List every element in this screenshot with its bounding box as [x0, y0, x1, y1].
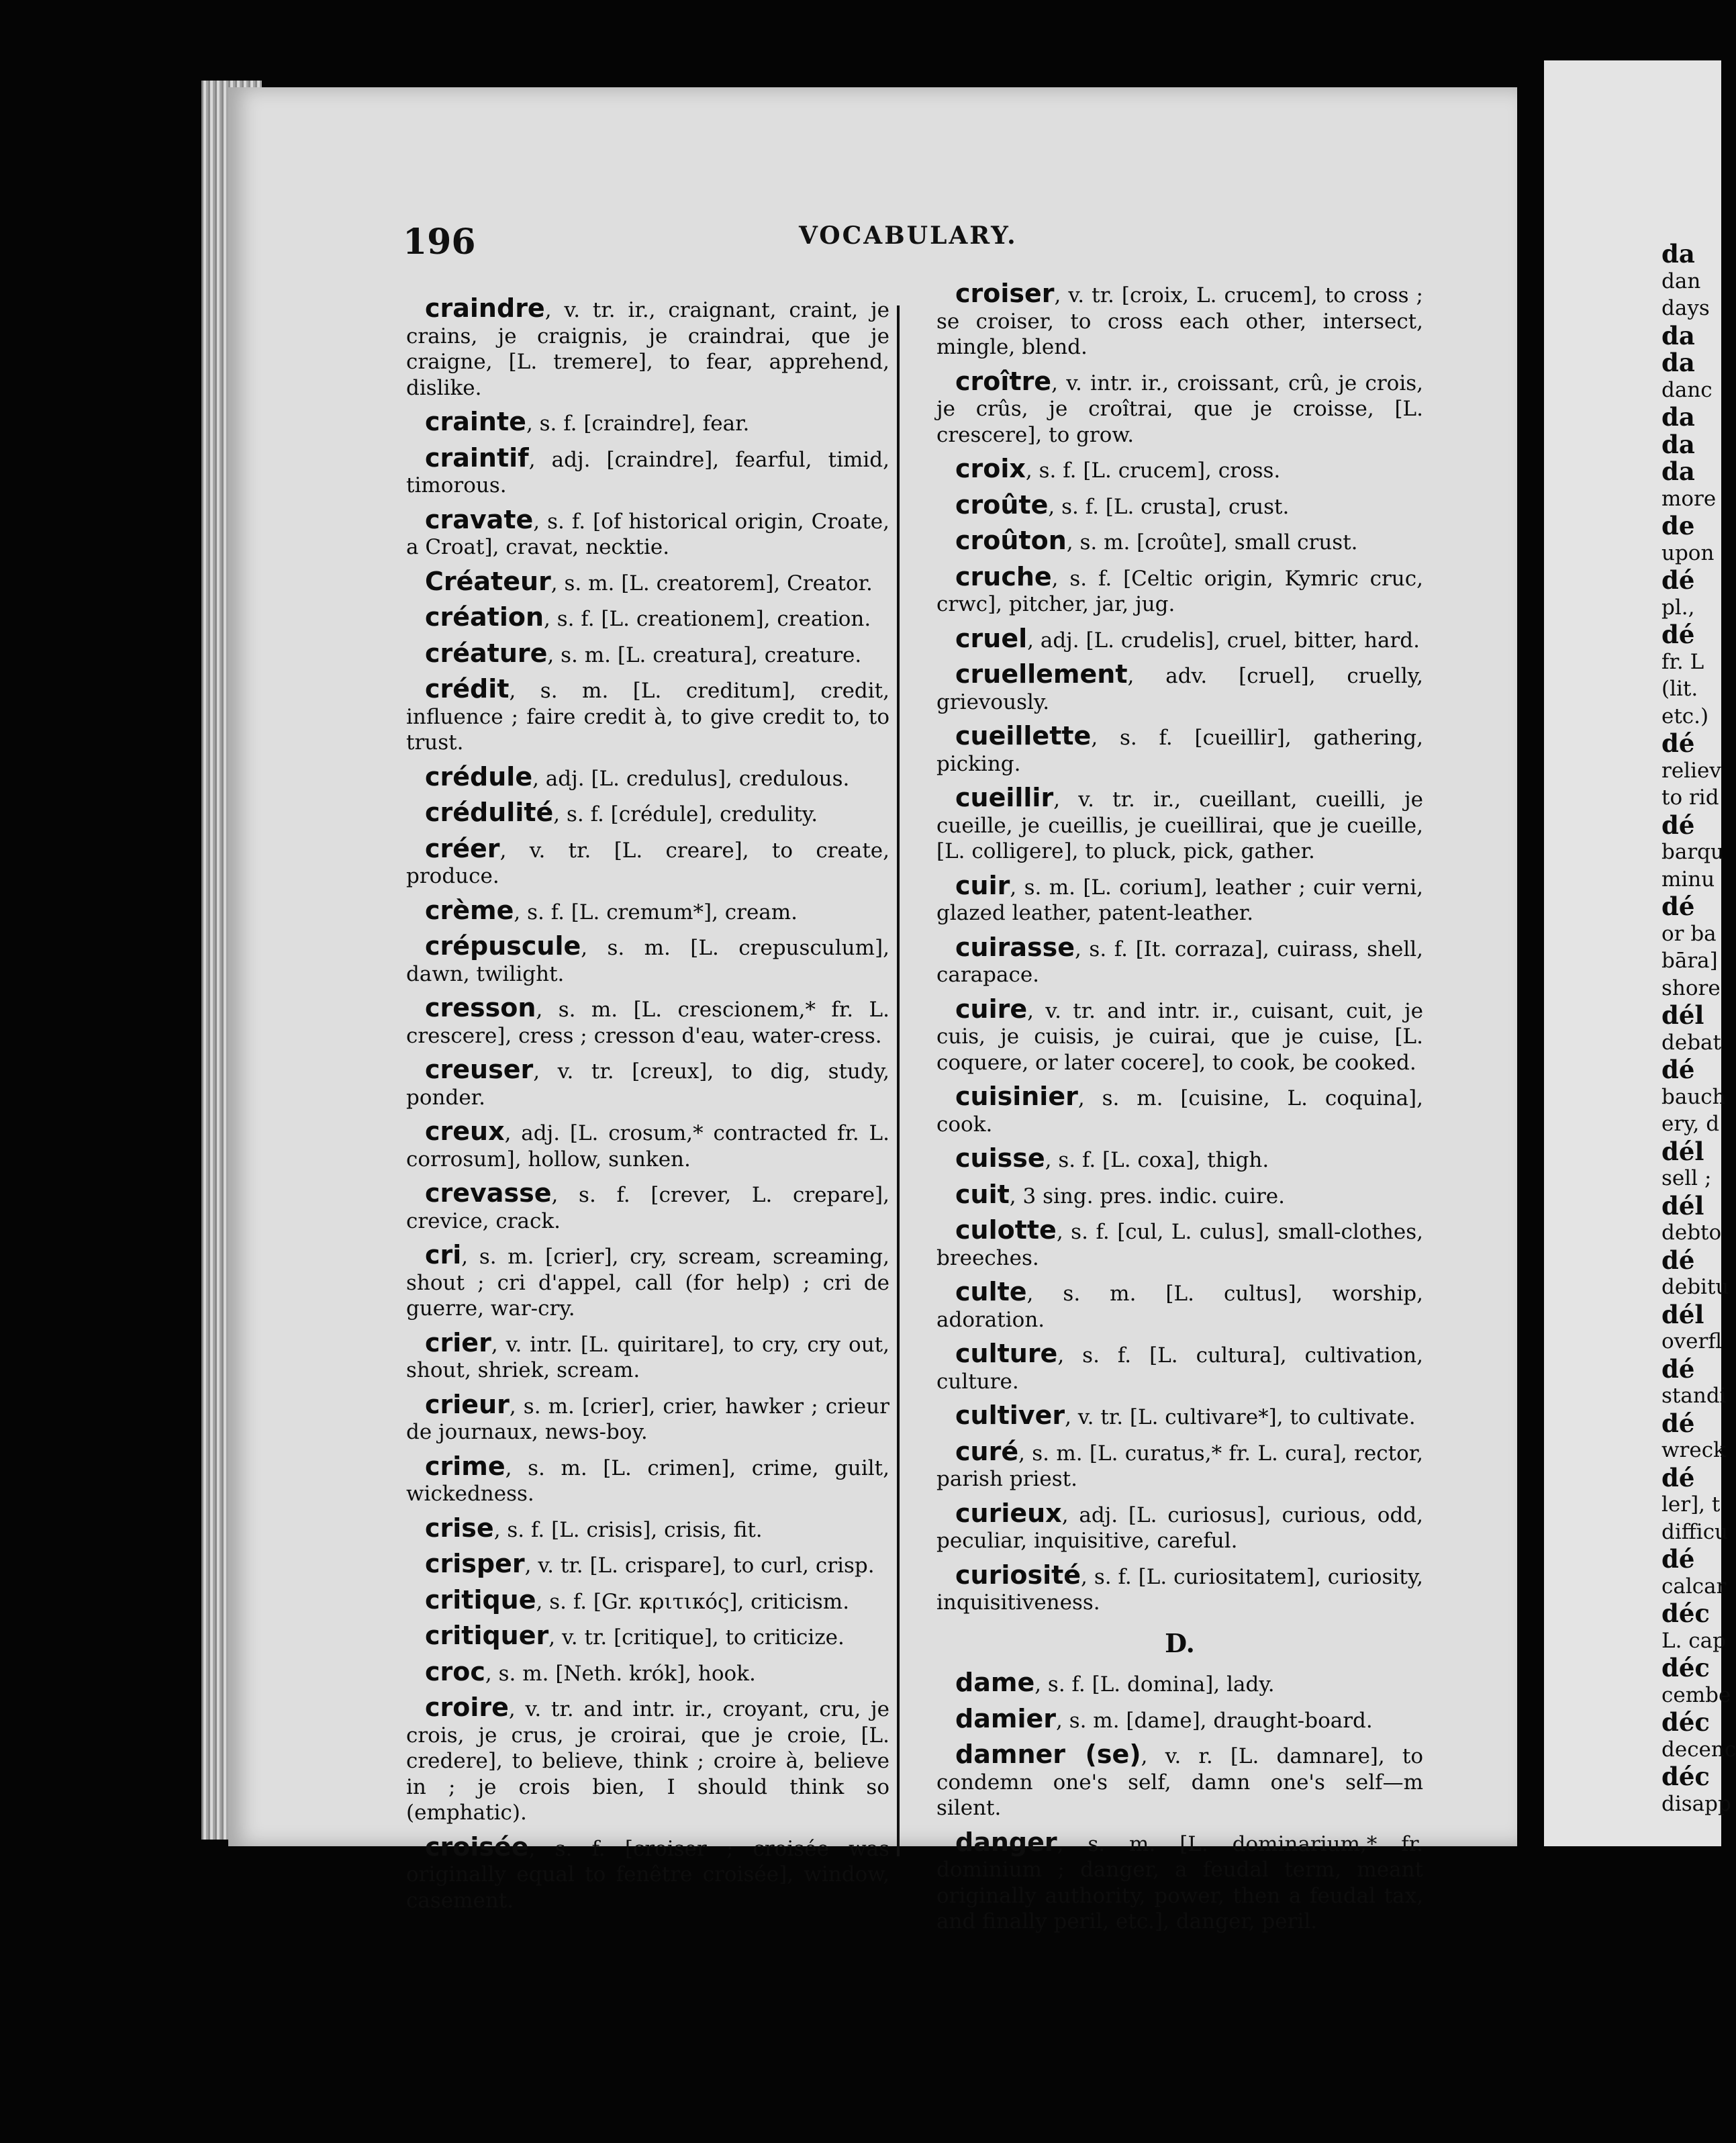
dictionary-entry: [406, 604, 889, 632]
facing-page-fragment: debat: [1661, 1030, 1721, 1055]
entry-definition: , s. m. [dame], draught-board.: [1055, 1708, 1373, 1733]
facing-page-fragment: etc.): [1661, 704, 1709, 728]
facing-page-fragment: fr. L: [1661, 649, 1704, 674]
entry-definition: , s. f. [L. creationem], creation.: [544, 607, 871, 631]
entry-headword: creuser: [425, 1055, 534, 1084]
dictionary-entry: [936, 1562, 1423, 1616]
entry-definition: , s. f. [cul, L. culus], small-clothes, breeches.: [936, 1220, 1423, 1270]
facing-page-fragment: déc: [1661, 1599, 1710, 1628]
entry-definition: , v. r. [L. damnare], to condemn one's self, damn one's self—m silent.: [936, 1744, 1423, 1820]
entry-definition: , s. m. [L. crescionem,* fr. L. crescere], cress ; cresson d'eau, water-cress.: [406, 998, 889, 1048]
facing-page-fragment: dé: [1661, 892, 1695, 921]
section-letter: D.: [1165, 1627, 1195, 1658]
entry-headword: critique: [425, 1584, 536, 1615]
entry-headword: croiser: [955, 279, 1055, 308]
facing-page-fragment: cembe: [1661, 1682, 1731, 1707]
dictionary-entry: [936, 1670, 1423, 1698]
facing-page-fragment: standi: [1661, 1384, 1727, 1408]
entry-headword: curieux: [955, 1498, 1062, 1528]
page-number: 196: [403, 222, 476, 263]
facing-page-fragment: upon: [1661, 540, 1715, 565]
entry-definition: , s. m. [cuisine, L. coquina], cook.: [936, 1086, 1423, 1137]
dictionary-entry: [406, 442, 889, 499]
facing-page-fragment: da: [1661, 429, 1695, 459]
facing-page-fragment: debto: [1661, 1221, 1722, 1245]
entry-headword: damner (se): [955, 1740, 1141, 1769]
entry-headword: crise: [425, 1513, 494, 1543]
entry-headword: craindre: [425, 293, 545, 323]
entry-definition: , s. m. [L. creatura], creature.: [547, 642, 862, 667]
dictionary-entry: [406, 1551, 889, 1579]
entry-definition: , s. f. [L. coxa], thigh.: [1045, 1148, 1269, 1172]
entry-definition: , s. f. [L. crisis], crisis, fit.: [493, 1517, 763, 1542]
facing-page-fragment: sell ;: [1661, 1166, 1712, 1190]
entry-definition: , v. tr. ir., craignant, craint, je crains, je craignis, je craindrai, que je craigne, [L. tremere], to fear, apprehend, dislike.: [406, 298, 889, 400]
entry-headword: cri: [425, 1240, 462, 1270]
entry-headword: damier: [955, 1703, 1056, 1733]
entry-headword: cresson: [425, 993, 536, 1022]
entry-headword: cultiver: [955, 1400, 1065, 1430]
facing-page-fragment: dél: [1661, 1000, 1704, 1030]
entry-definition: , adj. [craindre], fearful, timid, timorous.: [406, 447, 889, 497]
facing-page-fragment: de: [1661, 511, 1695, 540]
entry-headword: cuisse: [955, 1143, 1045, 1173]
facing-page-fragment: dél: [1661, 1136, 1704, 1166]
facing-page-fragment: debitu: [1661, 1275, 1729, 1299]
dictionary-entry: [406, 833, 889, 890]
entry-headword: croc: [425, 1656, 485, 1686]
dictionary-entry: [406, 640, 889, 669]
facing-page-fragment: (lit.: [1661, 677, 1698, 701]
dictionary-entry: [936, 1279, 1423, 1333]
facing-page-fragment: dé: [1661, 728, 1695, 758]
entry-headword: craintif: [425, 442, 529, 473]
facing-page-fragment: da: [1661, 457, 1695, 486]
entry-headword: curé: [955, 1436, 1019, 1466]
entry-definition: , s. f. [L. crusta], crust.: [1048, 494, 1290, 519]
entry-headword: culotte: [955, 1215, 1057, 1245]
entry-headword: créature: [425, 638, 548, 668]
dictionary-entry: [936, 1217, 1423, 1271]
entry-headword: cueillir: [955, 783, 1054, 812]
entry-headword: curiosité: [955, 1560, 1081, 1590]
dictionary-entry: [406, 1515, 889, 1543]
entry-headword: crisper: [425, 1549, 525, 1578]
dictionary-entry: [406, 504, 889, 561]
entry-headword: cuisinier: [955, 1082, 1078, 1111]
entry-definition: , s. m. [L. cultus], worship, adoration.: [936, 1282, 1423, 1332]
entry-definition: , v. tr. ir., cueillant, cueilli, je cueille, je cueillis, je cueillirai, que je cueille, [L. colligere], to pluck, pick, gather.: [936, 788, 1423, 863]
facing-page-fragment: da: [1661, 239, 1695, 269]
entry-headword: crépuscule: [425, 931, 581, 961]
entry-headword: cuir: [955, 870, 1010, 900]
facing-page-fragment: pl.,: [1661, 595, 1695, 620]
entry-definition: , s. f. [Gr. κριτικός], criticism.: [536, 1589, 850, 1614]
entry-definition: , s. f. [L. cremum*], cream.: [514, 900, 798, 924]
entry-definition: , s. f. [croiser ; croisée was originally equal to fenêtre croisée], window, casement.: [406, 1836, 889, 1913]
entry-headword: croix: [955, 454, 1026, 483]
dictionary-entry: [936, 281, 1423, 361]
entry-definition: , v. tr. [L. creare], to create, produce.: [406, 838, 889, 888]
dictionary-entry: [406, 1831, 889, 1914]
dictionary-entry: [936, 366, 1423, 448]
facing-page-fragment: dé: [1661, 1245, 1695, 1275]
entry-headword: crainte: [425, 407, 526, 436]
facing-page-fragment: da: [1661, 402, 1695, 432]
facing-page-fragment: dél: [1661, 1190, 1704, 1221]
entry-headword: cruche: [955, 561, 1052, 591]
entry-definition: , s. f. [L. crucem], cross.: [1025, 459, 1281, 483]
dictionary-entry: [406, 933, 889, 987]
entry-headword: cueillette: [955, 721, 1092, 751]
entry-definition: , v. tr. and intr. ir., cuisant, cuit, je cuis, je cuisis, je cuirai, que je cuise, [L. coquere, or later cocere], to cook, be cooked.: [936, 998, 1423, 1075]
entry-definition: , s. m. [crier], cry, scream, screaming, shout ; cri d'appel, call (for help) ; cri de guerre, war-cry.: [406, 1245, 889, 1321]
dictionary-entry: [406, 1242, 889, 1322]
entry-headword: croître: [955, 366, 1052, 396]
facing-page-fragment: ler], t: [1661, 1492, 1721, 1517]
dictionary-entry: [936, 996, 1423, 1076]
entry-definition: , adv. [cruel], cruelly, grievously.: [936, 664, 1423, 714]
facing-page-fragment: barqu: [1661, 840, 1724, 864]
dictionary-entry: [936, 1402, 1423, 1431]
dictionary-entry: [936, 1703, 1423, 1734]
facing-page-fragment: dé: [1661, 1408, 1695, 1438]
dictionary-entry: [936, 661, 1423, 715]
facing-page-fragment: L. cap: [1661, 1628, 1726, 1653]
facing-page-fragment: days: [1661, 296, 1710, 320]
dictionary-entry: [406, 1118, 889, 1172]
facing-page-fragment: dél: [1661, 1299, 1704, 1329]
entry-headword: crédule: [425, 761, 533, 792]
running-head: VOCABULARY.: [799, 222, 1018, 250]
dictionary-entry: [936, 870, 1423, 926]
entry-headword: crédulité: [425, 798, 554, 827]
entry-definition: , v. tr. [creux], to dig, study, ponder.: [406, 1059, 889, 1110]
dictionary-entry: [406, 409, 889, 437]
entry-definition: , s. m. [L. curatus,* fr. L. cura], rector, parish priest.: [936, 1441, 1423, 1491]
dictionary-entry: [406, 1656, 889, 1687]
dictionary-entry: [936, 456, 1423, 484]
dictionary-entry: [406, 1057, 889, 1110]
dictionary-entry: [936, 1436, 1423, 1492]
entry-headword: croire: [425, 1693, 509, 1722]
entry-definition: , s. m. [Neth. krók], hook.: [485, 1661, 756, 1686]
entry-definition: , v. tr. [L. cultivare*], to cultivate.: [1065, 1405, 1416, 1429]
middle-column-c-entries: [936, 281, 1423, 1616]
entry-definition: , adj. [L. crudelis], cruel, bitter, hard.: [1027, 628, 1420, 653]
entry-definition: , v. tr. and intr. ir., croyant, cru, je crois, je crus, je croirai, que je croie, [L. credere], to believe, think ; croire à, believe in ; je crois bien, I should think so (emphatic).: [406, 1697, 889, 1825]
dictionary-entry: [936, 528, 1423, 556]
dictionary-entry: [406, 1180, 889, 1234]
entry-headword: cruellement: [955, 659, 1128, 689]
entry-headword: crème: [425, 895, 514, 925]
dictionary-entry: [406, 566, 889, 597]
entry-definition: , v. tr. [L. crispare], to curl, crisp.: [524, 1554, 875, 1578]
entry-headword: creux: [425, 1116, 505, 1146]
entry-definition: , v. tr. [croix, L. crucem], to cross ; se croiser, to cross each other, intersect, mingle, blend.: [936, 283, 1423, 359]
entry-definition: , s. m. [L. corium], leather ; cuir verni, glazed leather, patent-leather.: [936, 875, 1423, 925]
dictionary-entry: [406, 1584, 889, 1615]
dictionary-entry: [936, 1179, 1423, 1210]
facing-page-fragment: da: [1661, 320, 1695, 350]
dictionary-entry: [936, 723, 1423, 777]
entry-headword: cuirasse: [955, 932, 1075, 962]
entry-definition: , s. m. [crier], crier, hawker ; crieur de journaux, news-boy.: [406, 1394, 889, 1444]
facing-page-fragment: to rid: [1661, 785, 1719, 810]
dictionary-entry: [406, 895, 889, 926]
entry-headword: créer: [425, 833, 500, 863]
entry-headword: crier: [425, 1327, 491, 1358]
entry-definition: , s. f. [It. corraza], cuirass, shell, carapace.: [936, 937, 1423, 987]
entry-headword: culte: [955, 1277, 1027, 1306]
dictionary-entry: [406, 1623, 889, 1651]
column-divider: [897, 305, 900, 1856]
facing-page-column: [1661, 239, 1736, 1817]
entry-definition: , s. m. [L. crimen], crime, guilt, wickedness.: [406, 1456, 889, 1506]
facing-page-fragment: wreck: [1661, 1438, 1726, 1462]
dictionary-entry: [406, 800, 889, 828]
dictionary-entry: [936, 1341, 1423, 1394]
entry-headword: cuire: [955, 994, 1028, 1024]
dictionary-entry: [406, 1451, 889, 1507]
facing-page-fragment: ery, d: [1661, 1112, 1720, 1136]
entry-headword: culture: [955, 1339, 1058, 1368]
entry-definition: , s. f. [L. curiositatem], curiosity, inquisitiveness.: [936, 1564, 1423, 1615]
entry-headword: croûte: [955, 489, 1049, 520]
facing-page-fragment: déc: [1661, 1762, 1710, 1791]
entry-definition: , s. f. [crédule], credulity.: [553, 802, 818, 826]
entry-headword: croûton: [955, 526, 1067, 555]
middle-column-d-entries: [936, 1670, 1423, 1935]
facing-page-fragment: overfl: [1661, 1329, 1723, 1353]
dictionary-entry: [406, 676, 889, 756]
entry-definition: , s. f. [L. domina], lady.: [1034, 1672, 1275, 1697]
facing-page-fragment: dan: [1661, 269, 1701, 293]
dictionary-entry: [406, 995, 889, 1049]
dictionary-entry: [936, 1145, 1423, 1174]
facing-page-fragment: difficu: [1661, 1519, 1729, 1544]
dictionary-entry: [406, 1695, 889, 1826]
entry-headword: cravate: [425, 504, 534, 534]
dictionary-entry: [936, 932, 1423, 988]
entry-definition: , adj. [L. curiosus], curious, odd, peculiar, inquisitive, careful.: [936, 1503, 1423, 1553]
facing-page-fragment: dé: [1661, 1544, 1695, 1574]
entry-headword: crieur: [425, 1389, 510, 1419]
entry-headword: danger: [955, 1827, 1057, 1857]
facing-page-fragment: shore: [1661, 975, 1721, 1000]
facing-page-fragment: minu: [1661, 867, 1715, 892]
dictionary-entry: [936, 623, 1423, 654]
entry-definition: , s. f. [cueillir], gathering, picking.: [936, 726, 1423, 776]
entry-definition: , v. intr. ir., croissant, crû, je crois, je crûs, je croîtrai, que je croisse, [L. crescere], to grow.: [936, 371, 1423, 447]
entry-definition: , s. m. [L. creditum], credit, influence ; faire credit à, to give credit to, to trust.: [406, 679, 889, 755]
facing-page-fragment: decenc: [1661, 1737, 1736, 1762]
dictionary-entry: [936, 785, 1423, 865]
facing-page-fragment: dé: [1661, 565, 1695, 595]
dictionary-entry: [936, 1742, 1423, 1821]
facing-page-fragment: bauch: [1661, 1084, 1726, 1109]
entry-definition: , v. intr. [L. quiritare], to cry, cry out, shout, shriek, scream.: [406, 1332, 889, 1382]
dictionary-entry: [406, 761, 889, 792]
entry-definition: , s. m. [L. dominarium,* fr. dominium ; danger, a feudal term, meant originally authority, power, then a feudal tax, and finally peril, etc.], danger, peril.: [936, 1831, 1423, 1934]
facing-page-fragment: or ba: [1661, 921, 1717, 946]
entry-headword: création: [425, 602, 544, 632]
entry-headword: crédit: [425, 674, 510, 704]
dictionary-entry: [936, 489, 1423, 520]
facing-page-fragment: dé: [1661, 810, 1695, 840]
entry-definition: , adj. [L. crosum,* contracted fr. L. corrosum], hollow, sunken.: [406, 1121, 889, 1172]
entry-definition: , s. m. [L. creatorem], Creator.: [550, 571, 873, 596]
facing-page-fragment: more: [1661, 486, 1717, 511]
entry-definition: , adj. [L. credulus], credulous.: [532, 766, 850, 791]
dictionary-entry: [406, 1327, 889, 1384]
facing-page-fragment: disapp: [1661, 1791, 1731, 1816]
facing-page-fragment: déc: [1661, 1707, 1710, 1737]
facing-page-fragment: dé: [1661, 1353, 1695, 1384]
facing-page-fragment: déc: [1661, 1653, 1710, 1682]
facing-page-fragment: dé: [1661, 620, 1695, 649]
entry-headword: croisée: [425, 1831, 529, 1862]
left-column: [406, 295, 889, 1921]
entry-headword: dame: [955, 1668, 1035, 1697]
entry-definition: , v. tr. [critique], to criticize.: [548, 1625, 845, 1650]
entry-headword: cruel: [955, 623, 1028, 653]
dictionary-entry: [936, 561, 1423, 618]
entry-definition: , s. f. [of historical origin, Croate, a Croat], cravat, necktie.: [406, 509, 889, 559]
dictionary-entry: [406, 295, 889, 401]
facing-page-fragment: reliev: [1661, 758, 1721, 783]
facing-page-fragment: calcar: [1661, 1574, 1727, 1599]
entry-headword: Créateur: [425, 566, 551, 596]
facing-page-fragment: danc: [1661, 377, 1713, 402]
entry-definition: , 3 sing. pres. indic. cuire.: [1009, 1184, 1286, 1208]
facing-page-fragment: da: [1661, 348, 1695, 377]
dictionary-entry: [936, 1829, 1423, 1935]
entry-headword: cuit: [955, 1179, 1010, 1209]
facing-page-fragment: dé: [1661, 1055, 1695, 1084]
middle-column: [936, 281, 1423, 1943]
facing-page-fragment: dé: [1661, 1462, 1695, 1492]
entry-definition: , s. f. [Celtic origin, Kymric cruc, crwc], pitcher, jar, jug.: [936, 566, 1423, 616]
entry-definition: , s. f. [craindre], fear.: [526, 412, 750, 436]
facing-page-fragment: bāra]: [1661, 949, 1718, 973]
dictionary-entry: [406, 1389, 889, 1445]
entry-headword: critiquer: [425, 1621, 549, 1650]
dictionary-entry: [936, 1498, 1423, 1554]
dictionary-entry: [936, 1084, 1423, 1137]
entry-headword: crime: [425, 1451, 505, 1481]
entry-headword: crevasse: [425, 1178, 552, 1208]
entry-definition: , s. f. [L. cultura], cultivation, culture.: [936, 1343, 1423, 1394]
entry-definition: , s. m. [L. crepusculum], dawn, twilight.: [406, 936, 889, 986]
entry-definition: , s. f. [crever, L. crepare], crevice, crack.: [406, 1183, 889, 1233]
entry-definition: , s. m. [croûte], small crust.: [1066, 530, 1358, 555]
